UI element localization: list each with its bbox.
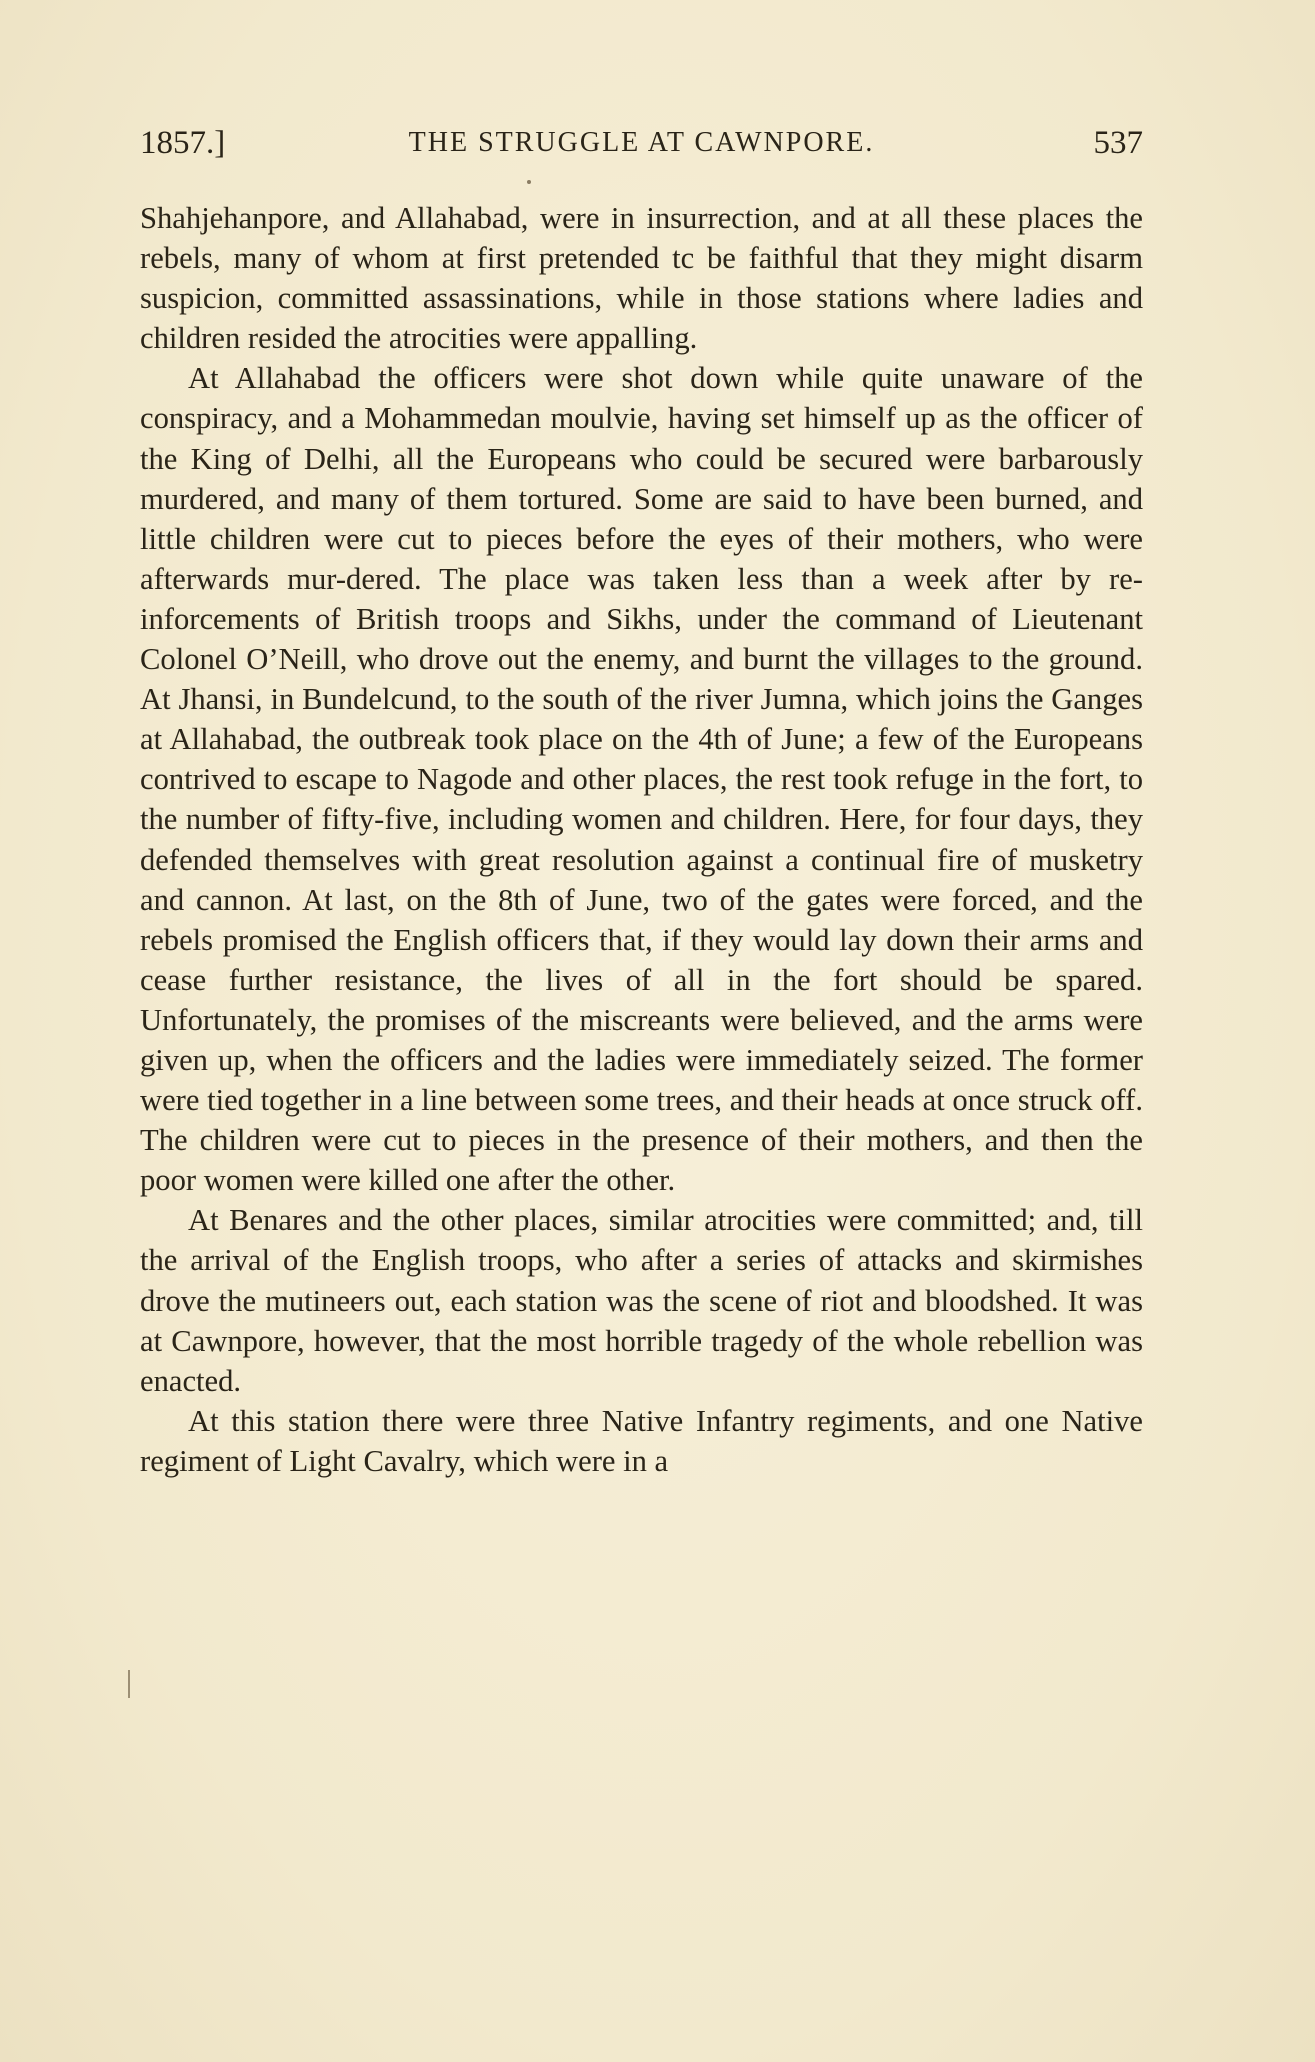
paragraph-1: Shahjehanpore, and Allahabad, were in insurrection, and at all these places the rebels, many of whom at first pretended tc be faithful that they might disarm suspicion, committed assassinations, while in those stations where ladies and children resided the atrocities were appalling. (140, 201, 1143, 356)
paragraph-2: At Allahabad the officers were shot down while quite unaware of the conspiracy, and a Mohammedan moulvie, having set himself up as the officer of the King of Delhi, all the Europeans who could be secured were barbarously murdered, and many of them tortured. Some are said to have been burned, and little children were cut to pieces before the eyes of their mothers, who were afterwards mur-dered. The place was taken less than a week after by re-inforcements of British troops and Sikhs, under the command of Lieutenant Colonel O’Neill, who drove out the enemy, and burnt the villages to the ground. At Jhansi, in Bundelcund, to the south of the river Jumna, which joins the Ganges at Allahabad, the outbreak took place on the 4th of June; a few of the Europeans contrived to escape to Nagode and other places, the rest took refuge in the fort, to the number of fifty-five, including women and children. Here, for four days, they defended themselves with great resolution against a continual fire of musketry and cannon. At last, on the 8th of June, two of the gates were forced, and the rebels promised the English officers that, if they would lay down their arms and cease further resistance, the lives of all in the fort should be spared. Unfortunately, the promises of the miscreants were believed, and the arms were given up, when the officers and the ladies were immediately seized. The former were tied together in a line between some trees, and their heads at once struck off. The children were cut to pieces in the presence of their mothers, and then the poor women were killed one after the other. (140, 361, 1143, 1198)
paragraph-4: At this station there were three Native Infantry regiments, and one Native regiment of Light Cavalry, which were in a (140, 1403, 1143, 1478)
running-title: THE STRUGGLE AT CAWNPORE. (408, 127, 875, 158)
print-speck (527, 180, 531, 184)
body-text (140, 198, 1143, 1481)
margin-mark (128, 1670, 130, 1698)
paragraph-3: At Benares and the other places, similar atrocities were committed; and, till the arrival of the English troops, who after a series of attacks and skirmishes drove the mutineers out, each station was the scene of riot and bloodshed. It was at Cawnpore, however, that the most horrible tragedy of the whole rebellion was enacted. (140, 1203, 1143, 1398)
header-year: 1857.] (140, 125, 226, 161)
page-number: 537 (1093, 125, 1143, 161)
page-header (140, 118, 1143, 168)
